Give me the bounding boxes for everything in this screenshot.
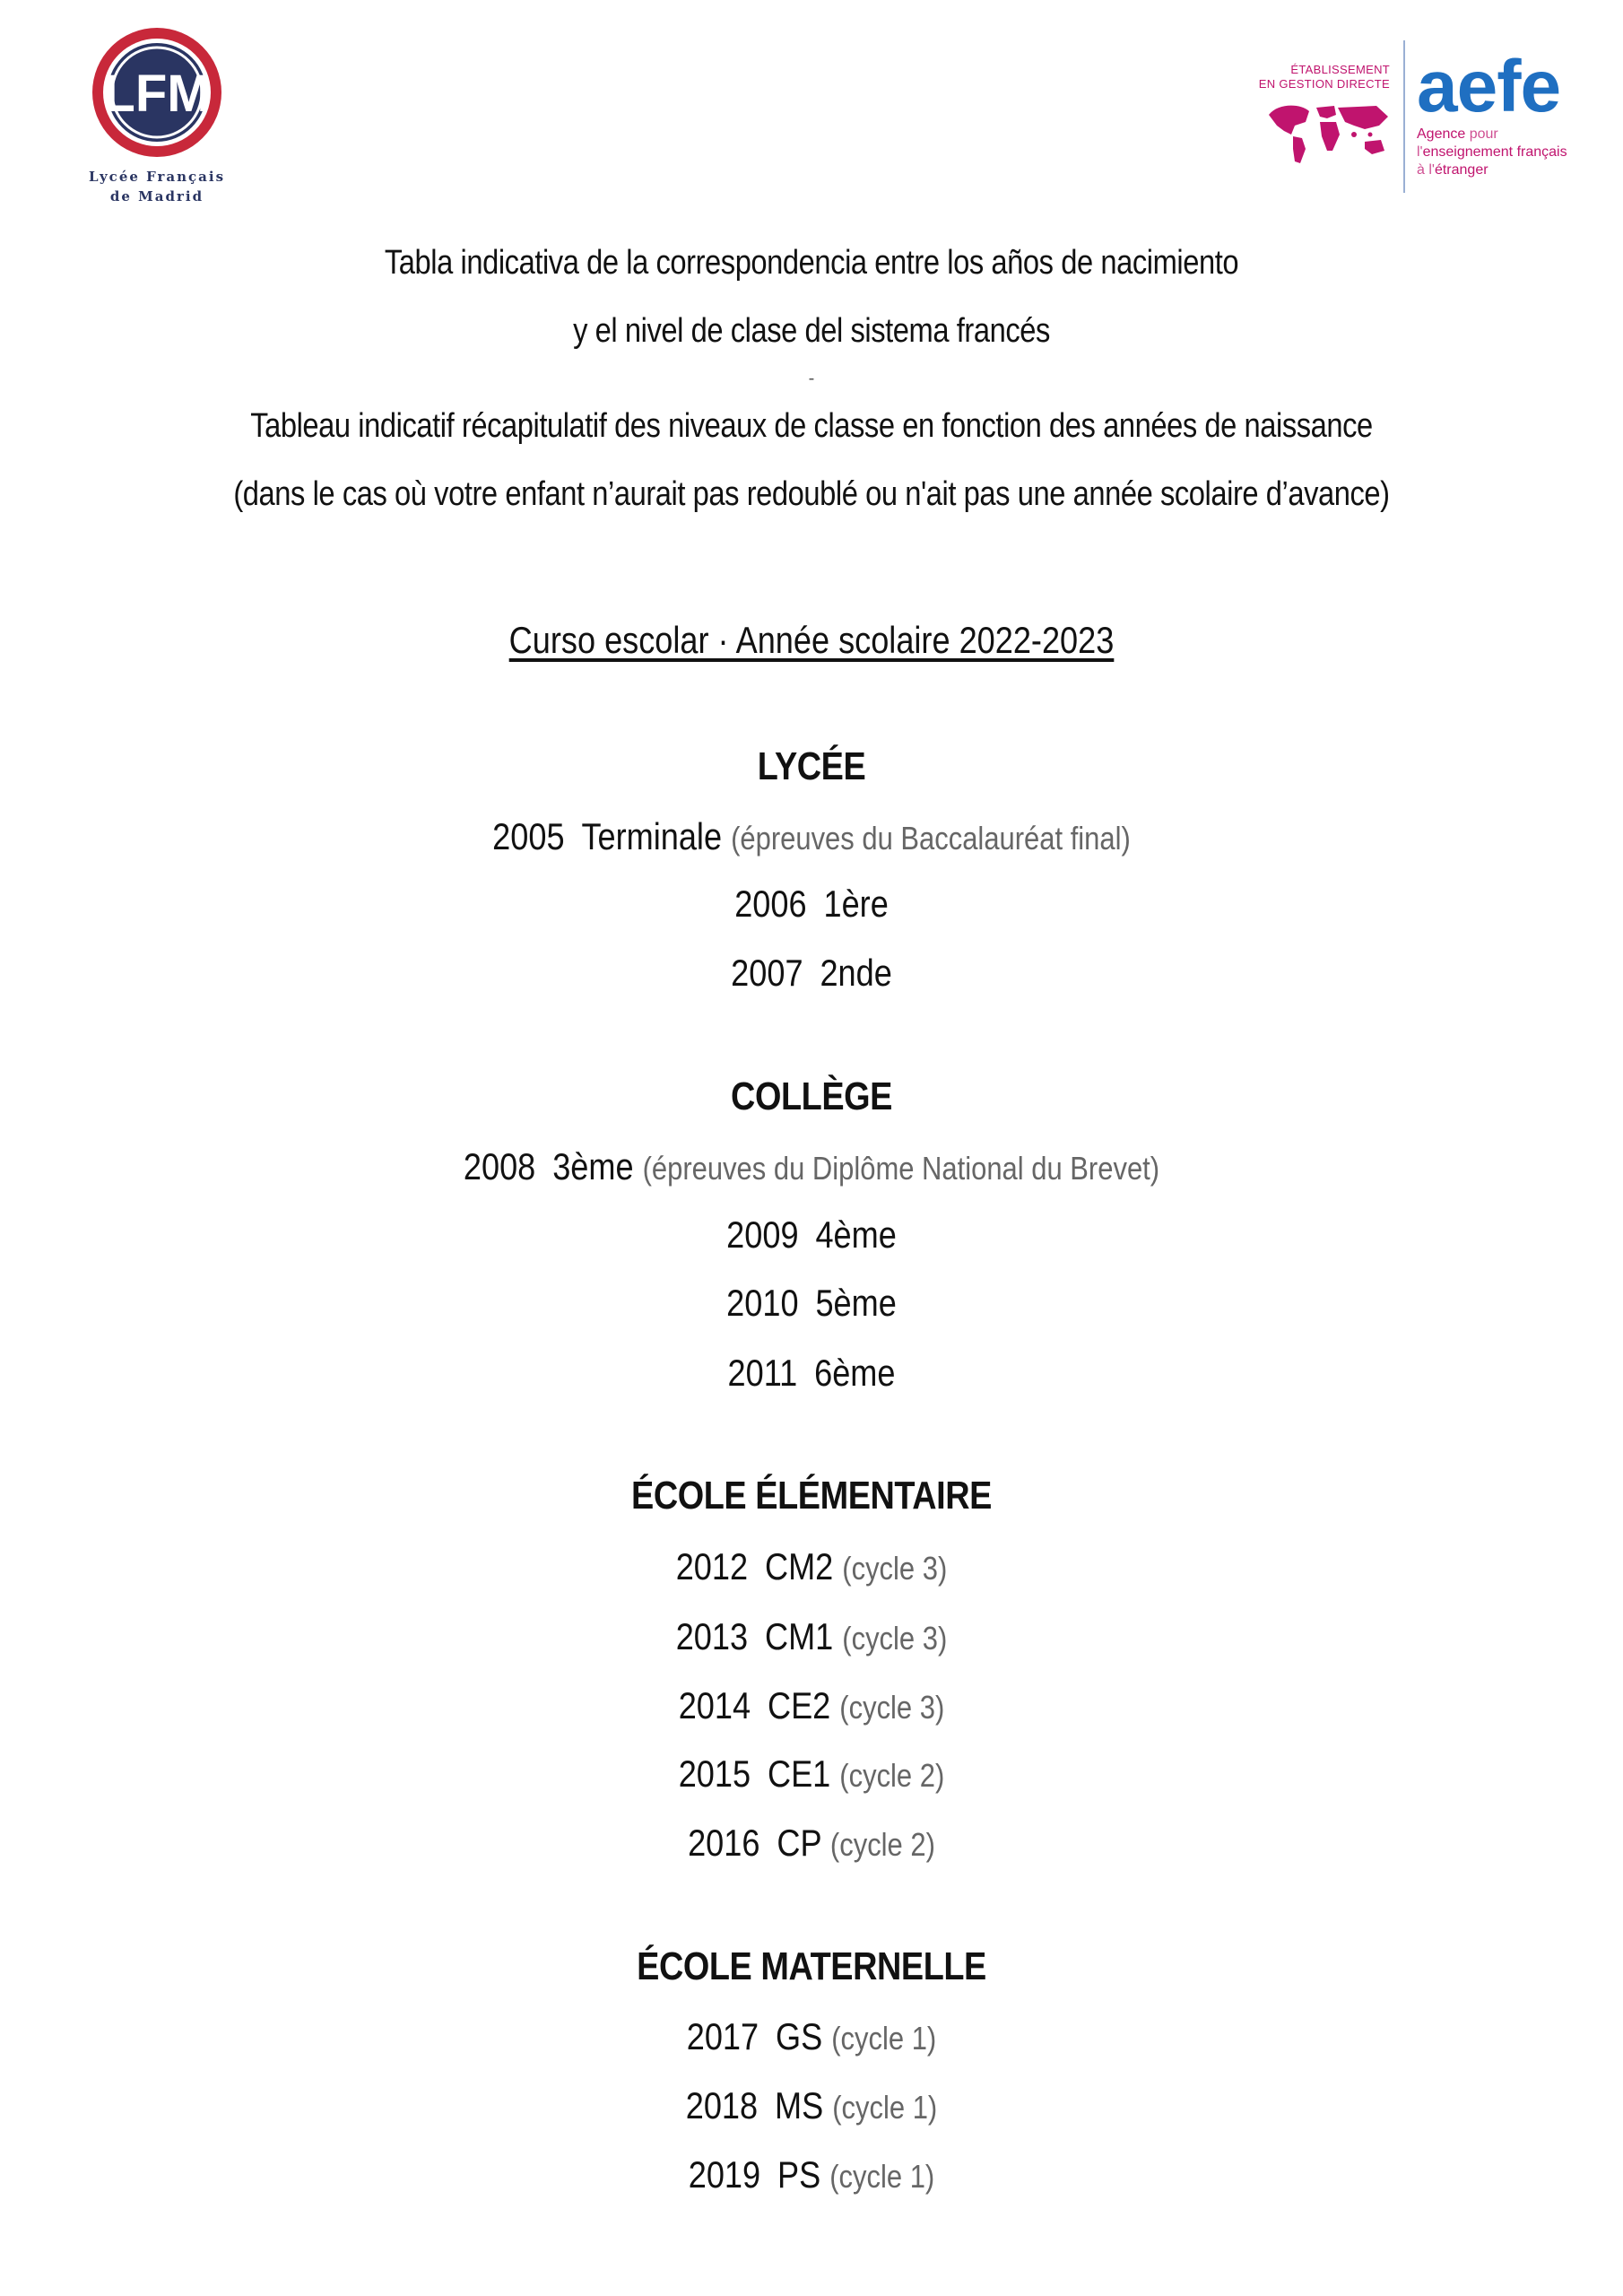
table-row (114, 2014, 1510, 2061)
title-es-line2: y el nivel de clase del sistema francés (573, 312, 1050, 350)
row-note: (cycle 2) (839, 1757, 945, 1794)
table-row (114, 1752, 1510, 1798)
section-heading-college: COLLÈGE (731, 1074, 892, 1118)
table-row (114, 1351, 1510, 1396)
row-year: 2012 (675, 1545, 749, 1587)
school-year-heading: Curso escolar · Année scolaire 2022-2023 (508, 619, 1115, 661)
row-year: 2019 (688, 2153, 761, 2196)
aefe-word: aefe (1417, 46, 1561, 127)
row-level: CP (777, 1822, 821, 1864)
row-year: 2005 (492, 815, 565, 857)
table-row (114, 951, 1510, 996)
row-note: (cycle 1) (829, 2158, 935, 2195)
table-row (114, 1213, 1510, 1257)
row-level: 5ème (815, 1282, 897, 1324)
aefe-separator (1403, 40, 1405, 193)
table-row (114, 2083, 1510, 2130)
document-title (0, 229, 1623, 528)
row-year: 2017 (686, 2015, 759, 2057)
row-note: (cycle 1) (832, 2089, 938, 2126)
title-es-line1: Tabla indicativa de la correspondencia entre los años de nacimiento (384, 244, 1239, 282)
row-note: (cycle 3) (842, 1620, 948, 1657)
aefe-wordmark (1417, 46, 1567, 179)
lfm-caption-line2: de Madrid (109, 188, 204, 204)
lfm-logo (76, 25, 238, 218)
row-note: (cycle 3) (842, 1550, 948, 1587)
row-level: 4ème (815, 1213, 897, 1256)
row-year: 2010 (726, 1282, 799, 1324)
aefe-sub-enseignement: enseignement français (1422, 144, 1567, 160)
table-row (114, 1683, 1510, 1730)
row-year: 2013 (675, 1615, 749, 1657)
table-row (114, 882, 1510, 926)
row-year: 2014 (678, 1684, 751, 1726)
aefe-sub-a-l: à l' (1417, 162, 1435, 178)
row-level: CM1 (764, 1615, 834, 1657)
table-row (114, 1614, 1510, 1661)
title-fr-line2: (dans le cas où votre enfant n’aurait pas redoublé ou n'ait pas une année scolaire d’avance) (233, 475, 1390, 513)
lfm-emblem-icon (90, 25, 224, 160)
row-note: (cycle 2) (829, 1826, 935, 1863)
row-year: 2016 (688, 1822, 760, 1864)
lfm-caption-line1: Lycée Français (88, 169, 226, 185)
row-note: (épreuves du Baccalauréat final) (731, 820, 1131, 857)
row-year: 2015 (678, 1752, 751, 1795)
row-note: (cycle 1) (831, 2020, 937, 2057)
aefe-sub-l: l' (1417, 144, 1423, 160)
title-separator: - (808, 369, 815, 388)
aefe-sub-agence: Agence (1417, 126, 1466, 142)
row-level: PS (777, 2153, 821, 2196)
table-row (114, 2152, 1510, 2199)
lfm-emblem-letters: LFM (103, 65, 211, 123)
aefe-logo (1255, 36, 1596, 193)
table-row (114, 814, 1510, 861)
section-heading-elementaire: ÉCOLE ÉLÉMENTAIRE (631, 1474, 992, 1518)
aefe-tagline (1255, 63, 1390, 91)
section-heading-lycee: LYCÉE (757, 744, 866, 788)
row-level: 6ème (814, 1352, 896, 1394)
row-level: CE2 (767, 1684, 831, 1726)
section-heading-maternelle: ÉCOLE MATERNELLE (637, 1944, 986, 1988)
row-year: 2011 (727, 1352, 798, 1394)
row-level: 2nde (820, 952, 892, 994)
table-row (114, 1144, 1510, 1191)
row-level: GS (776, 2015, 823, 2057)
row-level: 1ère (823, 883, 889, 925)
row-year: 2007 (731, 952, 803, 994)
aefe-sub-pour: pour (1469, 126, 1498, 142)
aefe-tag-line2: EN GESTION DIRECTE (1258, 77, 1390, 91)
row-year: 2009 (726, 1213, 799, 1256)
row-note: (épreuves du Diplôme National du Brevet) (642, 1150, 1160, 1187)
row-year: 2006 (734, 883, 807, 925)
row-level: MS (775, 2084, 824, 2126)
table-row (114, 1544, 1510, 1591)
row-year: 2018 (685, 2084, 759, 2126)
table-row (114, 1281, 1510, 1326)
lfm-caption (76, 167, 238, 206)
aefe-subtitle (1417, 126, 1567, 179)
row-year: 2008 (463, 1145, 536, 1187)
title-fr-line1: Tableau indicatif récapitulatif des niveaux de classe en fonction des années de naissance (250, 407, 1373, 445)
world-map-icon (1264, 99, 1394, 166)
row-note: (cycle 3) (839, 1689, 945, 1726)
aefe-sub-etranger: étranger (1434, 162, 1488, 178)
row-level: CM2 (764, 1545, 834, 1587)
aefe-tag-line1: ÉTABLISSEMENT (1290, 63, 1390, 76)
table-row (114, 1821, 1510, 1867)
row-level: 3ème (552, 1145, 634, 1187)
row-level: Terminale (581, 815, 723, 857)
row-level: CE1 (767, 1752, 831, 1795)
